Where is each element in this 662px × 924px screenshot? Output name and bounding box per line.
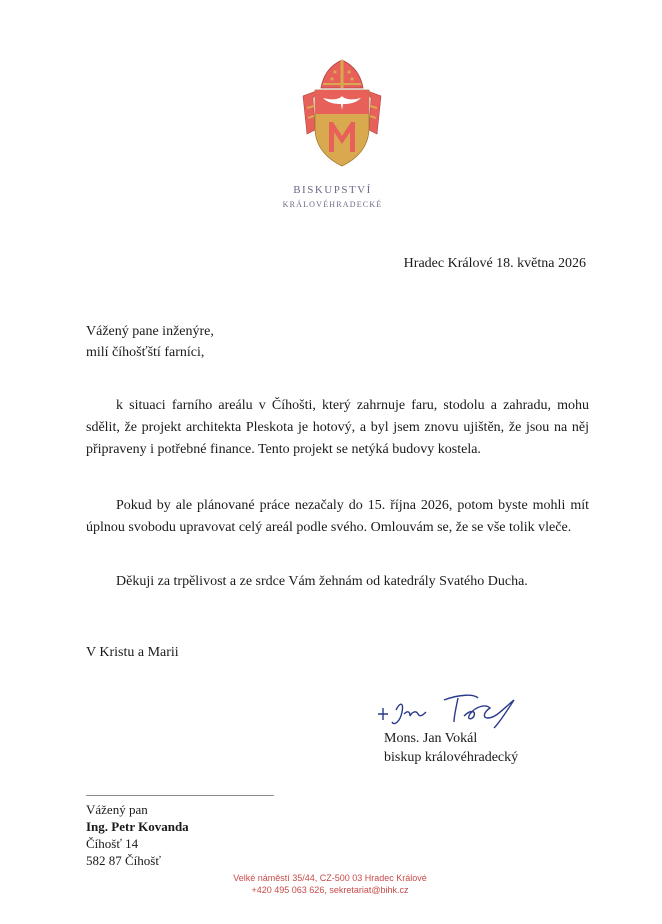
organization-name: BISKUPSTVÍ	[293, 184, 372, 196]
signatory-title: biskup královéhradecký	[384, 750, 519, 765]
footer-address: Velké náměstí 35/44, CZ-500 03 Hradec Králové	[233, 873, 427, 883]
signatory	[384, 729, 518, 767]
recipient-postal: 582 87 Číhošť	[86, 853, 161, 868]
recipient-address	[86, 801, 189, 869]
paragraph-1: k situaci farního areálu v Číhošti, který zahrnuje faru, stodolu a zahradu, mohu sdělit, že projekt architekta Pleskota je hotový, a byl jsem znovu ujištěn, že jsou na něj připraveny i potřebné finance. Tento projekt se netýká budovy kostela.	[86, 398, 589, 457]
closing-phrase: V Kristu a Marii	[86, 645, 179, 660]
salutation-line-2: milí číhošťští farníci,	[86, 345, 205, 360]
salutation-line-1: Vážený pane inženýre,	[86, 324, 214, 339]
paragraph-2: Pokud by ale plánované práce nezačaly do 15. října 2026, potom byste mohli mít úplnou svobodu upravovat celý areál podle svého. Omlouvám se, že se vše tolik vleče.	[86, 498, 589, 535]
signatory-name: Mons. Jan Vokál	[384, 731, 478, 746]
footer-contact: +420 495 063 626, sekretariat@bihk.cz	[251, 885, 409, 895]
recipient-greeting: Vážený pan	[86, 802, 148, 817]
diocese-coat-of-arms-icon	[299, 56, 385, 168]
handwritten-signature-icon	[374, 688, 534, 732]
organization-subname: KRÁLOVÉHRADECKÉ	[282, 200, 383, 209]
recipient-name: Ing. Petr Kovanda	[86, 819, 189, 834]
recipient-street: Číhošť 14	[86, 836, 139, 851]
place-date: Hradec Králové 18. května 2026	[403, 256, 586, 271]
address-divider	[86, 795, 274, 796]
paragraph-3: Děkuji za trpělivost a ze srdce Vám žehnám od katedrály Svatého Ducha.	[116, 574, 528, 589]
